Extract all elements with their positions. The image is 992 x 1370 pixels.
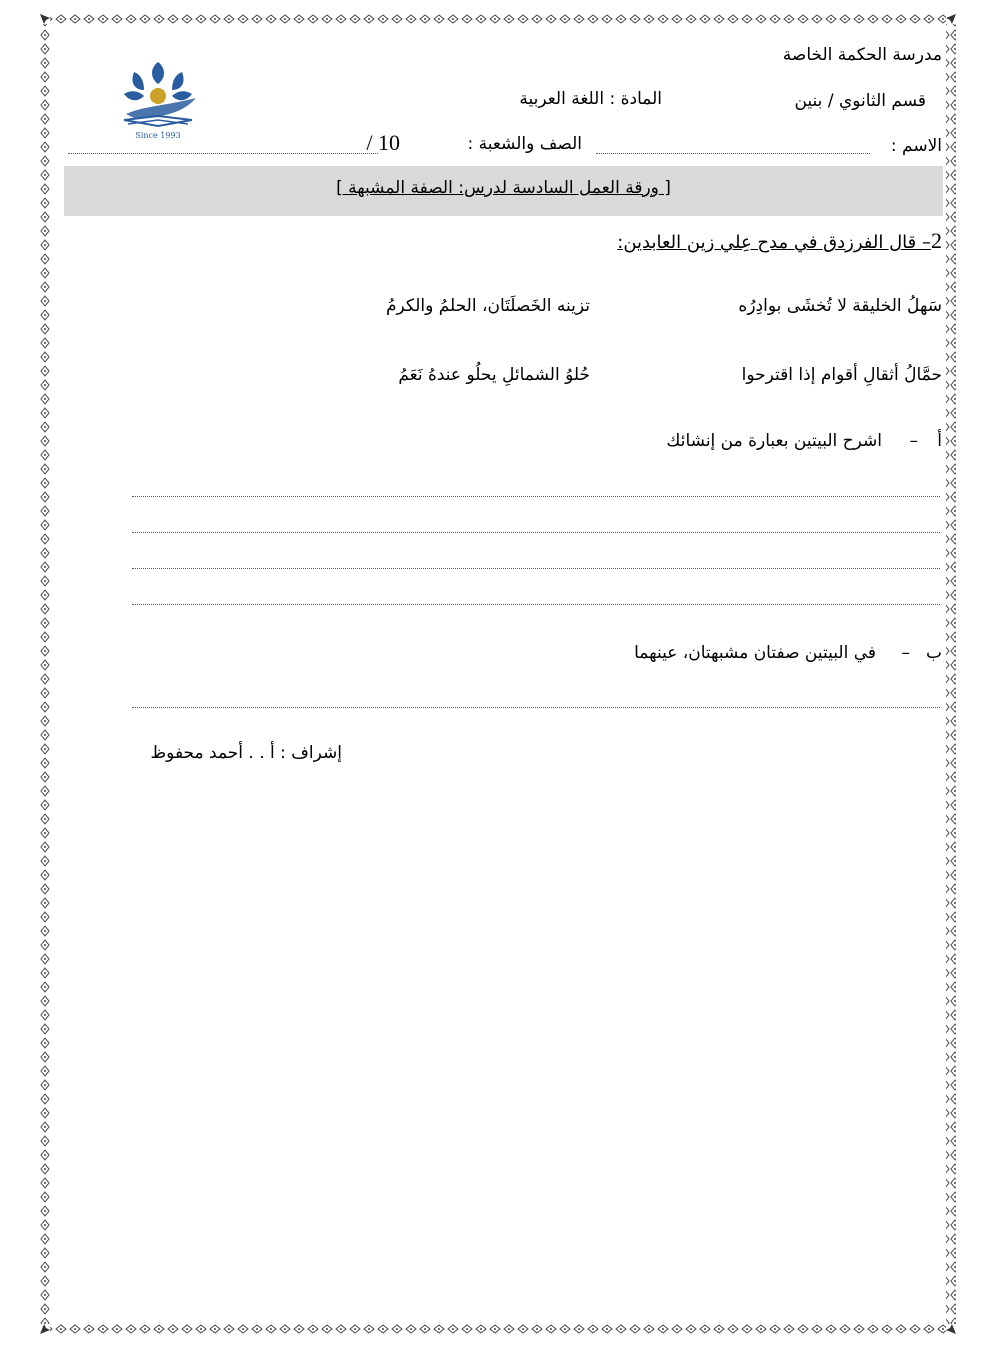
worksheet-title: [ ورقة العمل السادسة لدرس: الصفة المشبهة ] — [336, 178, 671, 198]
verse-1-second-half: تزينه الخَصلَتَان، الحلمُ والكرمُ — [385, 296, 590, 316]
answer-line-1[interactable] — [132, 496, 940, 497]
part-a-letter: أ — [937, 431, 942, 451]
class-value: 10 / — [366, 130, 400, 155]
part-a-dash: – — [909, 431, 918, 451]
name-label: الاسم : — [890, 136, 942, 156]
school-name: مدرسة الحكمة الخاصة — [782, 45, 942, 65]
part-a-prompt: اشرح البيتين بعبارة من إنشائك — [666, 431, 882, 451]
question-heading — [617, 228, 942, 254]
verse-1-first-half: سَهلُ الخليقة لا تُخشَى بوادِرُه — [738, 296, 942, 316]
school-logo — [104, 58, 212, 144]
answer-line-3[interactable] — [132, 568, 940, 569]
name-field[interactable] — [596, 153, 870, 154]
answer-line-4[interactable] — [132, 604, 940, 605]
question-intro: – قال الفرزدق في مدح عِلي زين العابدين: — [617, 232, 931, 253]
verse-2-second-half: حُلوُ الشمائلِ يحلُو عندهُ نَعَمُ — [398, 365, 590, 385]
part-b-dash: – — [901, 643, 910, 663]
department-label: قسم الثانوي / بنين — [794, 91, 926, 111]
answer-line-5[interactable] — [132, 707, 940, 708]
answer-line-2[interactable] — [132, 532, 940, 533]
supervisor-name: إشراف : أ . . أحمد محفوظ — [150, 743, 342, 763]
part-b-prompt: في البيتين صفتان مشبهتان، عينهما — [634, 643, 876, 663]
class-field[interactable] — [68, 153, 378, 154]
question-number: 2 — [931, 228, 942, 253]
subject-label: المادة : اللغة العربية — [519, 89, 662, 109]
part-b-letter: ب — [925, 643, 942, 663]
verse-2-first-half: حمَّالُ أثقالِ أقوام إذا اقترحوا — [741, 365, 942, 385]
class-label: الصف والشعبة : — [467, 134, 582, 154]
logo-since-text: Since 1993 — [135, 131, 181, 140]
